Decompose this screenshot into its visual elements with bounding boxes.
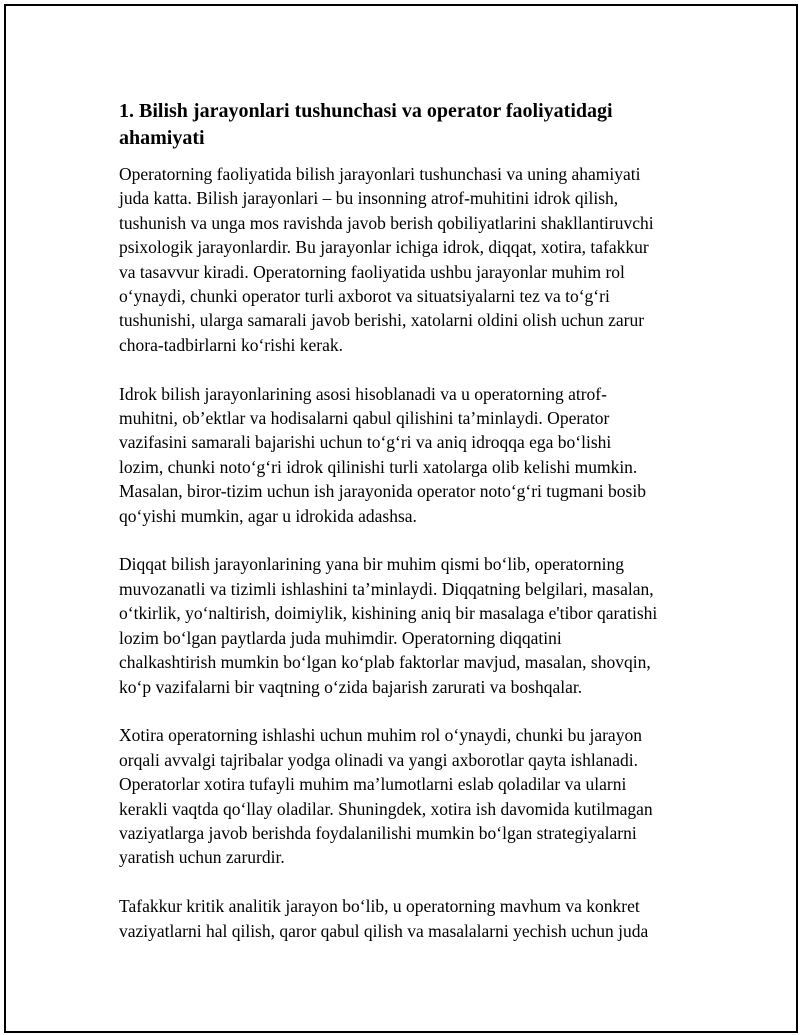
paragraph-attention: Diqqat bilish jarayonlarining yana bir muhim qismi bo‘lib, operatorning muvozanatli va tizimli ishlashini ta’minlaydi. Diqqatning belgilari, masalan, o‘tkirlik, yo‘naltirish, doimiylik, kishining aniq bir masalaga e'tibor qaratishi lozim bo‘lgan paytlarda juda muhimdir. Operatorning diqqatini chalkashtirish mumkin bo‘lgan ko‘plab faktorlar mavjud, masalan, shovqin, ko‘p vazifalarni bir vaqtning o‘zida bajarish zarurati va boshqalar.: [119, 554, 658, 697]
paragraph-perception: Idrok bilish jarayonlarining asosi hisoblanadi va u operatorning atrof- muhitni, ob’ektlar va hodisalarni qabul qilishini ta’minlaydi. Operator vazifasini samarali bajarishi uchun to‘g‘ri va aniq idroqqa ega bo‘lishi lozim, chunki noto‘g‘ri idrok qilinishi turli xatolarga olib kelishi mumkin. Masalan, biror-tizim uchun ish jarayonida operator noto‘g‘ri tugmani bosib qo‘yishi mumkin, agar u idrokida adashsa.: [119, 383, 646, 526]
page-frame: [4, 4, 798, 1033]
paragraph-thinking: Tafakkur kritik analitik jarayon bo‘lib, u operatorning mavhum va konkret vaziyatlarni hal qilish, qaror qabul qilish va masalalarni yechish uchun juda: [119, 896, 649, 941]
section-heading: 1. Bilish jarayonlari tushunchasi va operator faoliyatidagi ahamiyati: [119, 100, 613, 149]
paragraph-intro: Operatorning faoliyatida bilish jarayonlari tushunchasi va uning ahamiyati juda katta. Bilish jarayonlari – bu insonning atrof-muhitini idrok qilish, tushunish va unga mos ravishda javob berish qobiliyatlarini shakllantiruvchi psixologik jarayonlardir. Bu jarayonlar ichiga idrok, diqqat, xotira, tafakkur va tasavvur kiradi. Operatorning faoliyatida ushbu jarayonlar muhim rol o‘ynaydi, chunki operator turli axborot va situatsiyalarni tez va to‘g‘ri tushunishi, ularga samarali javob berishi, xatolarni oldini olish uchun zarur chora-tadbirlarni ko‘rishi kerak.: [119, 164, 654, 355]
document-body: [119, 98, 704, 967]
paragraph-memory: Xotira operatorning ishlashi uchun muhim rol o‘ynaydi, chunki bu jarayon orqali avvalgi tajribalar yodga olinadi va yangi axborotlar qayta ishlanadi. Operatorlar xotira tufayli muhim ma’lumotlarni eslab qoladilar va ularni kerakli vaqtda qo‘llay oladilar. Shuningdek, xotira ish davomida kutilmagan vaziyatlarga javob berishda foydalanilishi mumkin bo‘lgan strategiyalarni yaratish uchun zarurdir.: [119, 725, 653, 868]
